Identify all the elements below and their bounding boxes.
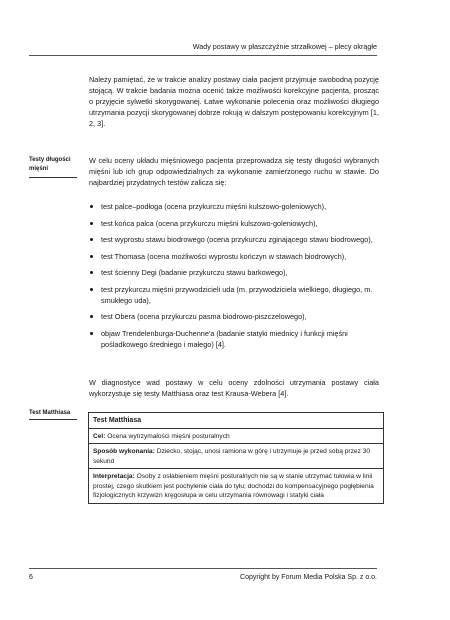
list-item: test wyprostu stawu biodrowego (ocena przykurczu zginającego stawu biodrowego), xyxy=(89,234,379,245)
goal-text: Ocena wytrzymałości mięśni posturalnych xyxy=(105,432,230,440)
list-item: test Thomasa (ocena możliwości wyprostu kończyn w stawach biodrowych), xyxy=(89,251,379,262)
list-item: test przykurczu mięśni przywodzicieli uda (m. przywodziciela wielkiego, długiego, m. smukłego uda), xyxy=(89,284,379,306)
procedure-label: Sposób wykonania: xyxy=(93,448,155,455)
intro-paragraph: Należy pamiętać, że w trakcie analizy postawy ciała pacjent przyjmuje swobodną pozycję stojącą. W trakcie badania można ocenić także możliwości korekcyjne pacjenta, prosząc o przyjęcie sylwetki skorygowanej. Łatwe wykonanie polecenia oraz możliwości długiego utrzymania pozycji skorygowanej dobrze rokują w dalszym postępowaniu korekcyjnym [1, 2, 3]. xyxy=(89,75,379,128)
list-item: test palce–podłoga (ocena przykurczu mięśni kulszowo-goleniowych), xyxy=(89,201,379,212)
box-row-procedure xyxy=(89,443,383,468)
running-header: Wady postawy w płaszczyźnie strzałkowej – plecy okrągłe xyxy=(29,42,377,56)
box-title: Test Matthiasa xyxy=(93,417,142,424)
interpretation-label: Interpretacja: xyxy=(93,473,135,480)
sidebar-label-muscle-length-tests: Testy długości mięśni xyxy=(29,156,77,178)
page-footer xyxy=(29,568,377,581)
diagnostics-paragraph: W diagnostyce wad postawy w celu oceny zdolności utrzymania postawy ciała wykorzystuje się testy Matthiasa oraz test Krausa-Webera [4]. xyxy=(89,378,379,398)
list-item: objaw Trendelenburga-Duchenne'a (badanie statyki miednicy i funkcji mięśni pośladkowego średniego i małego) [4]. xyxy=(89,328,379,350)
box-row-goal xyxy=(89,428,383,444)
tests-list xyxy=(89,201,379,355)
box-row-interpretation xyxy=(89,468,383,503)
matthias-test-box xyxy=(88,412,384,504)
copyright-text: Copyright by Forum Media Polska Sp. z o.o. xyxy=(240,574,377,581)
interpretation-text: Osoby z osłabieniem mięśni posturalnych nie są w stanie utrzymać tułowia w linii prostej, czego skutkiem jest pochylenie ciała do tyłu; dochodzi do kompensacyjnego pogłębienia fizjologicznych krzywizn kręgosłupa w celu utrzymania równowagi i statyki ciała xyxy=(93,473,374,499)
procedure-text: Dziecko, stojąc, unosi ramiona w górę i utrzymuje je przed sobą przez 30 sekund xyxy=(93,448,371,465)
list-item: test końca palca (ocena przykurczu mięśni kulszowo-goleniowych), xyxy=(89,218,379,229)
page-number: 6 xyxy=(29,574,33,581)
tests-intro-paragraph: W celu oceny układu mięśniowego pacjenta przeprowadza się testy długości wybranych mięśni lub ich grup odpowiedzialnych za wykonanie zamierzonego ruchu w stawie. Do najbardziej przydatnych testów zalicza się: xyxy=(89,156,379,187)
goal-label: Cel: xyxy=(93,432,106,440)
sidebar-label-matthias-test: Test Matthiasa xyxy=(29,409,77,420)
list-item: test ścienny Degi (badanie przykurczu stawu barkowego), xyxy=(89,267,379,278)
list-item: test Obera (ocena przykurczu pasma biodrowo-piszczelowego), xyxy=(89,311,379,322)
